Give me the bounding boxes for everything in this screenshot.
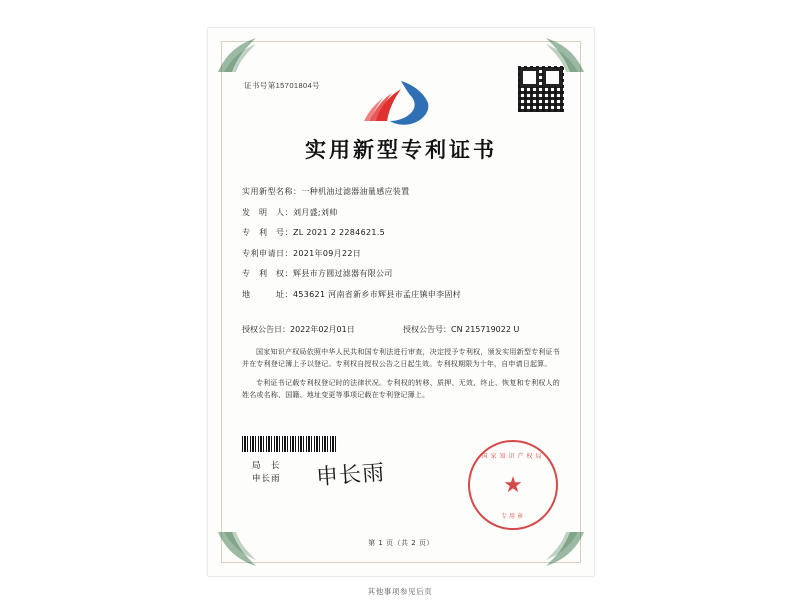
field-value: 2021年09月22日 [293, 248, 362, 258]
seal-star-icon: ★ [503, 472, 523, 497]
grant-number [403, 324, 564, 335]
field-label: 实用新型名称： [242, 187, 302, 196]
handwritten-signature: 申长雨 [315, 460, 386, 491]
grant-date [242, 324, 403, 335]
director-label: 局 长 [252, 461, 281, 471]
page-title: 实用新型专利证书 [305, 138, 497, 162]
field-list [242, 186, 560, 309]
field-label: 专 利 权： [242, 269, 293, 278]
barcode-icon [242, 436, 338, 452]
grant-number-value: CN 215719022 U [451, 325, 520, 334]
field-label: 专 利 号： [242, 228, 293, 237]
corner-flourish-icon [216, 530, 270, 570]
grant-number-label: 授权公告号： [403, 325, 451, 334]
field-row [242, 227, 560, 238]
patent-office-emblem-icon [208, 76, 594, 134]
body-paragraph: 国家知识产权局依照中华人民共和国专利法进行审查，决定授予专利权，颁发实用新型专利证书并在专利登记簿上予以登记。专利权自授权公告之日起生效。专利权期限为十年，自申请日起算。 [242, 348, 560, 369]
field-label: 专利申请日： [242, 248, 293, 258]
field-value: 刘月盛;刘帅 [293, 207, 338, 217]
page-footer: 第 1 页（共 2 页） [368, 539, 434, 547]
grant-date-value: 2022年02月01日 [290, 325, 355, 334]
seal-top-text: 国家知识产权局 [481, 454, 545, 460]
director-name: 申长雨 [252, 473, 281, 484]
body-paragraph: 专利证书记载专利权登记时的法律状况。专利权的转移、质押、无效、终止、恢复和专利权人的姓名或名称、国籍、地址变更等事项记载在专利登记簿上。 [242, 378, 560, 399]
official-red-seal-icon [468, 440, 558, 530]
below-note: 其他事项参见后页 [367, 587, 433, 596]
certificate-paper [208, 28, 594, 576]
field-value: 一种机油过滤器油量感应装置 [301, 187, 410, 196]
corner-flourish-icon [532, 530, 586, 570]
certificate-number: 证书号第15701804号 [244, 81, 321, 90]
field-label: 发 明 人： [242, 207, 293, 217]
field-value: 辉县市方圆过滤器有限公司 [293, 269, 393, 278]
field-row [242, 268, 560, 279]
field-row [242, 207, 560, 218]
grant-info-row [242, 324, 564, 335]
field-label: 地 址： [242, 289, 293, 299]
seal-bottom-text: 专用章 [500, 514, 525, 520]
grant-date-label: 授权公告日： [242, 325, 290, 334]
signature-title-block [252, 460, 281, 486]
field-row [242, 186, 560, 197]
field-value: ZL 2021 2 2284621.5 [293, 228, 385, 237]
field-row [242, 289, 560, 300]
field-row [242, 248, 560, 259]
body-text [242, 346, 560, 407]
corner-flourish-icon [216, 34, 270, 74]
field-value: 453621 河南省新乡市辉县市孟庄镇申李固村 [293, 289, 461, 299]
